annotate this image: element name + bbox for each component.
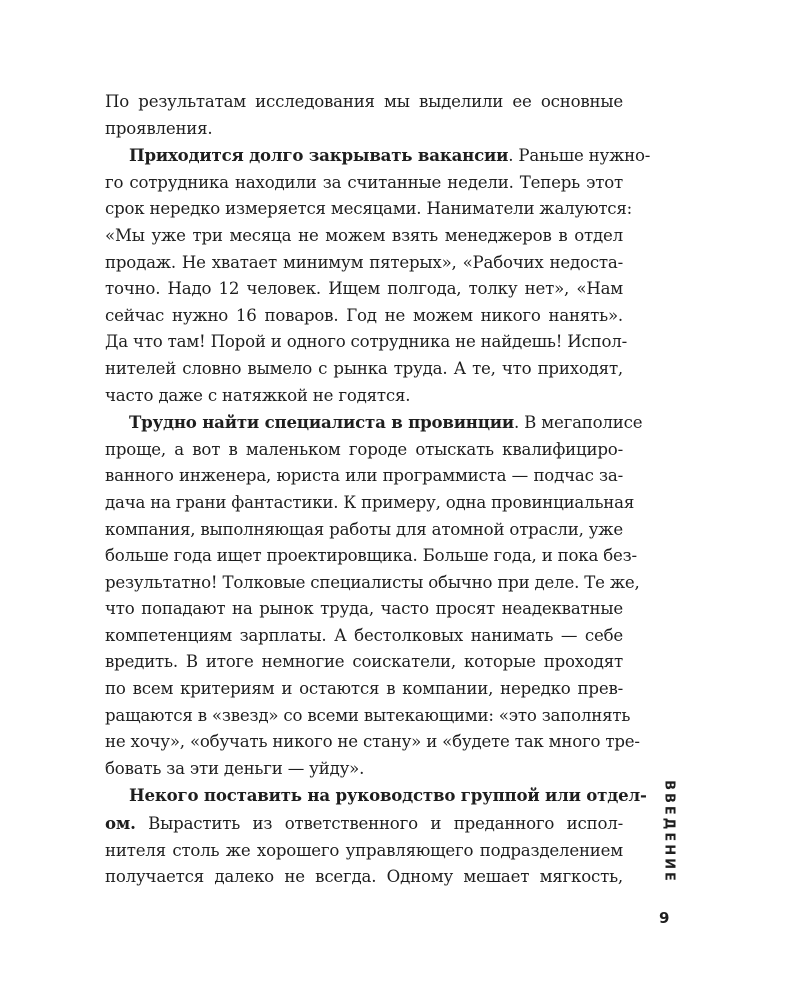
paragraph-1 <box>105 89 623 142</box>
text-line: часто даже с натяжкой не годятся. <box>105 385 411 405</box>
text-line: Да что там! Порой и одного сотрудника не найдешь! Испол- <box>105 332 628 352</box>
paragraph-2 <box>105 142 651 409</box>
text-line: больше года ищет проектировщика. Больше года, и пока без- <box>105 546 637 566</box>
text-line: по всем критериям и остаются в компании, нередко прев- <box>105 679 623 699</box>
text-line: дача на грани фантастики. К примеру, одна провинциальная <box>105 492 635 512</box>
text-line: ванного инженера, юриста или программиста — подчас за- <box>105 466 623 486</box>
text-line: По результатам исследования мы выделили ее основные <box>105 92 623 111</box>
paragraph-3 <box>105 409 643 782</box>
text-line: срок нередко измеряется месяцами. Наниматели жалуются: <box>105 199 633 219</box>
chapter-side-label <box>649 782 689 882</box>
text-line: «Мы уже три месяца не можем взять менеджеров в отдел <box>105 225 623 245</box>
book-page-text <box>105 89 651 891</box>
page-number: 9 <box>659 909 670 927</box>
text-line: не хочу», «обучать никого не стану» и «будете так много тре- <box>105 732 640 752</box>
text-line: вредить. В итоге немногие соискатели, которые проходят <box>105 652 623 672</box>
text-line: точно. Надо 12 человек. Ищем полгода, толку нет», «Нам <box>105 279 623 299</box>
text-line: сейчас нужно 16 поваров. Год не можем никого нанять». <box>105 305 623 325</box>
text-line: компетенциям зарплаты. А бестолковых нанимать — себе <box>105 625 623 645</box>
text-line: го сотрудника находили за считанные недели. Теперь этот <box>105 172 623 192</box>
text-line: проявления. <box>105 118 213 138</box>
text-line <box>105 782 647 810</box>
chapter-side-label-text: ВВЕДЕНИЕ <box>661 780 677 884</box>
text-line: результатно! Толковые специалисты обычно при деле. Те же, <box>105 572 640 592</box>
text-line: нителей словно вымело с рынка труда. А те, что приходят, <box>105 358 623 378</box>
paragraph-heading: Трудно найти специалиста в провинции <box>129 412 515 433</box>
paragraph-heading: Некого поставить на руководство группой или отдел- <box>129 785 647 806</box>
text-line: получается далеко не всегда. Одному мешает мягкость, <box>105 867 623 887</box>
text-line: проще, а вот в маленьком городе отыскать квалифициро- <box>105 439 623 459</box>
text-line: Трудно найти специалиста в провинции. В мегаполисе <box>129 412 643 433</box>
text-line: бовать за эти деньги — уйду». <box>105 758 365 778</box>
text-line: ращаются в «звезд» со всеми вытекающими: «это заполнять <box>105 705 631 725</box>
text-line: Приходится долго закрывать вакансии. Раньше нужно- <box>129 145 651 166</box>
paragraph-heading: Приходится долго закрывать вакансии <box>129 145 509 166</box>
text-line: ом. Вырастить из ответственного и преданного испол- <box>105 813 623 834</box>
text-line: продаж. Не хватает минимум пятерых», «Рабочих недоста- <box>105 252 623 272</box>
text-line: что попадают на рынок труда, часто просят неадекватные <box>105 599 623 619</box>
paragraph-heading: ом. <box>105 813 136 834</box>
paragraph-4 <box>105 782 647 890</box>
text-line: нителя столь же хорошего управляющего подразделением <box>105 840 623 860</box>
text-line: компания, выполняющая работы для атомной отрасли, уже <box>105 519 623 539</box>
